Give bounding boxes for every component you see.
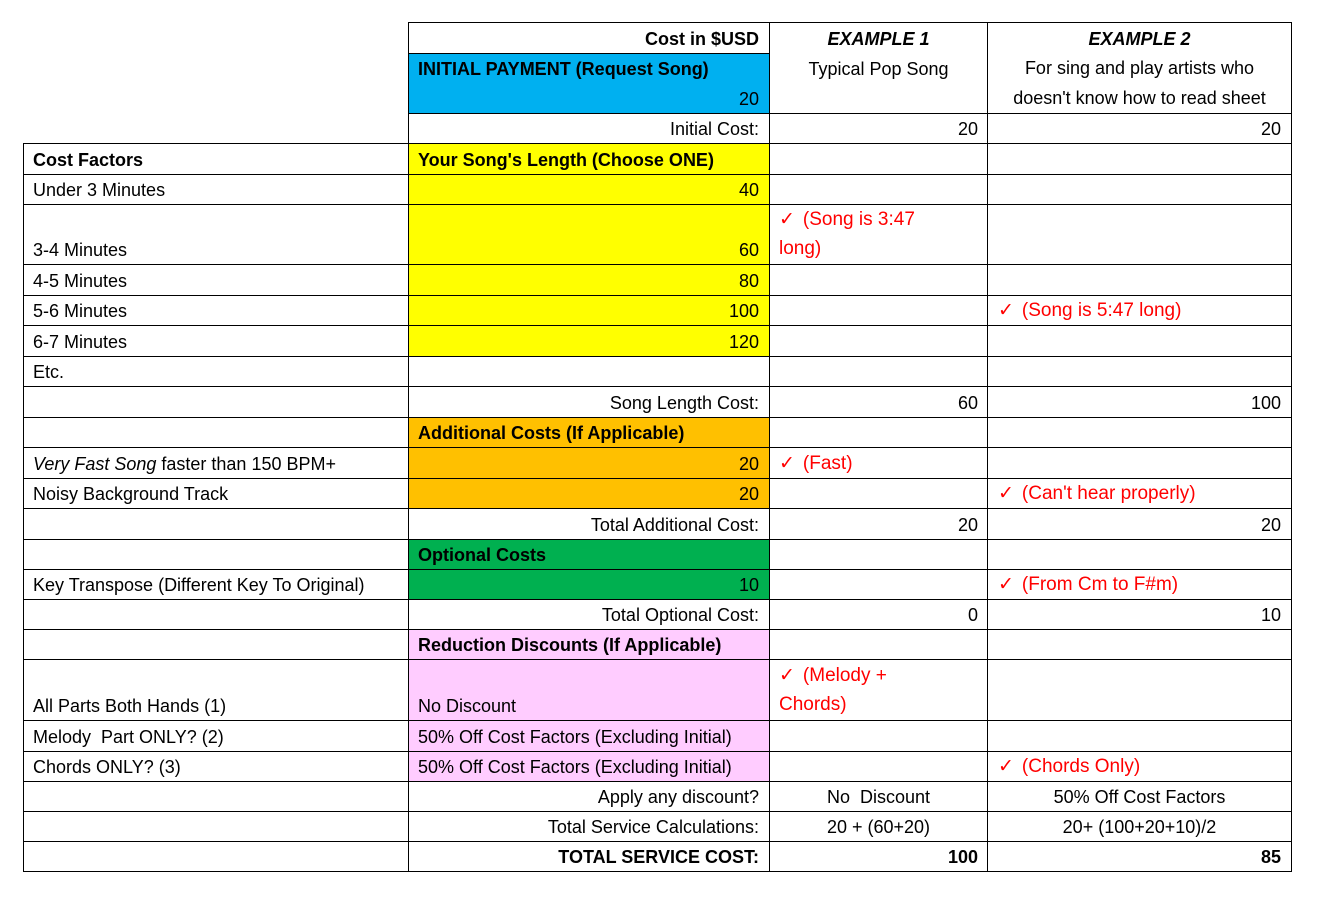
check-note: (From Cm to F#m) (1021, 574, 1179, 595)
length-row-label: 5-6 Minutes (33, 301, 128, 321)
grid-line (23, 599, 1292, 600)
check-note: (Song is 5:47 long) (1021, 300, 1182, 321)
grid-line (408, 53, 770, 54)
grid-line (23, 539, 1292, 540)
grid-line (23, 295, 1292, 296)
length-row-value: 40 (408, 174, 769, 204)
check-note: (Chords Only) (1021, 756, 1141, 777)
discount-row-value: No Discount (408, 659, 769, 720)
discount-row-label: Melody Part ONLY? (2) (33, 727, 224, 747)
checkmark-icon: ✓ (779, 664, 795, 686)
initial-payment-title: INITIAL PAYMENT (Request Song) (408, 53, 769, 83)
length-row-value: 80 (408, 264, 769, 295)
key-transpose-label: Key Transpose (Different Key To Original) (33, 575, 365, 595)
grid-line (23, 811, 1292, 812)
grid-line (769, 22, 770, 872)
header-example1: EXAMPLE 1 (827, 29, 930, 49)
header-cost-label: Cost in $USD (644, 29, 759, 49)
total-additional-ex1: 20 (957, 515, 978, 535)
initial-cost-label: Initial Cost: (669, 119, 759, 139)
total-additional-ex2: 20 (1260, 515, 1281, 535)
grid-line (408, 113, 1292, 114)
checkmark-icon: ✓ (998, 574, 1014, 595)
grid-line (408, 22, 409, 872)
check-note: (Song is 3:47 long) (779, 209, 915, 259)
check-note: (Melody + Chords) (779, 664, 887, 715)
initial-cost-ex1: 20 (957, 119, 978, 139)
apply-discount-label: Apply any discount? (597, 787, 759, 807)
grid-line (23, 143, 1292, 144)
example2-length-check (988, 295, 1291, 325)
length-row-value: 60 (408, 204, 769, 264)
example2-chords-check (988, 751, 1291, 781)
length-row-label: 4-5 Minutes (33, 271, 128, 291)
discount-row-value: 50% Off Cost Factors (Excluding Initial) (408, 720, 769, 751)
very-fast-italic: Very Fast Song (33, 454, 157, 474)
song-length-title: Your Song's Length (Choose ONE) (408, 143, 769, 174)
grid-line (23, 871, 1292, 872)
length-row-label: Etc. (33, 362, 65, 382)
length-row-label: Under 3 Minutes (33, 180, 166, 200)
example1-description: Typical Pop Song (808, 59, 949, 79)
noisy-track-label: Noisy Background Track (33, 484, 229, 504)
song-length-cost-ex1: 60 (957, 393, 978, 413)
total-service-cost-ex2: 85 (1260, 847, 1281, 867)
discount-row-label: Chords ONLY? (3) (33, 757, 181, 777)
grid-line (408, 22, 1292, 23)
grid-line (23, 447, 1292, 448)
grid-line (23, 478, 1292, 479)
length-row-value: 120 (408, 325, 769, 356)
noisy-track-value: 20 (408, 478, 769, 508)
service-calculations-ex1: 20 + (60+20) (826, 817, 931, 837)
check-note: (Can't hear properly) (1021, 483, 1196, 504)
total-service-cost-ex1: 100 (947, 847, 978, 867)
very-fast-value: 20 (408, 447, 769, 478)
example2-description: For sing and play artists who doesn't know how to read sheet (1013, 58, 1266, 108)
grid-line (23, 629, 1292, 630)
initial-cost-ex2: 20 (1260, 119, 1281, 139)
total-service-cost-label: TOTAL SERVICE COST: (558, 847, 759, 867)
example1-length-check (769, 204, 988, 264)
total-optional-ex2: 10 (1260, 605, 1281, 625)
initial-payment-value: 20 (408, 83, 769, 113)
grid-line (23, 841, 1292, 842)
grid-line (23, 386, 1292, 387)
total-additional-label: Total Additional Cost: (590, 515, 759, 535)
grid-line (23, 204, 1292, 205)
grid-line (987, 22, 988, 872)
grid-line (23, 174, 1292, 175)
grid-line (23, 751, 1292, 752)
total-optional-label: Total Optional Cost: (601, 605, 759, 625)
key-transpose-value: 10 (408, 569, 769, 599)
example2-transpose-check (988, 569, 1291, 599)
grid-line (23, 264, 1292, 265)
total-optional-ex1: 0 (967, 605, 978, 625)
checkmark-icon: ✓ (779, 453, 795, 474)
grid-line (23, 325, 1292, 326)
grid-line (23, 720, 1292, 721)
very-fast-song-label (23, 447, 408, 478)
grid-line (23, 508, 1292, 509)
grid-line (23, 569, 1292, 570)
grid-line (23, 659, 1292, 660)
checkmark-icon: ✓ (998, 483, 1014, 504)
service-calculations-ex2: 20+ (100+20+10)/2 (1062, 817, 1217, 837)
length-row-label: 6-7 Minutes (33, 332, 128, 352)
grid-line (23, 781, 1292, 782)
cost-factors-title: Cost Factors (33, 150, 144, 170)
song-length-cost-label: Song Length Cost: (609, 393, 759, 413)
apply-discount-ex2: 50% Off Cost Factors (1053, 787, 1226, 807)
example2-noisy-check (988, 478, 1291, 508)
checkmark-icon: ✓ (779, 209, 795, 230)
header-example2: EXAMPLE 2 (1088, 29, 1191, 49)
grid-line (1291, 22, 1292, 872)
optional-costs-title: Optional Costs (408, 539, 769, 569)
grid-line (23, 356, 1292, 357)
grid-line (23, 143, 24, 872)
discount-row-label: All Parts Both Hands (1) (33, 696, 227, 716)
very-fast-rest: faster than 150 BPM+ (156, 454, 336, 474)
apply-discount-ex1: No Discount (826, 787, 931, 807)
discounts-title: Reduction Discounts (If Applicable) (408, 629, 769, 659)
length-row-label: 3-4 Minutes (33, 240, 128, 260)
song-length-cost-ex2: 100 (1250, 393, 1281, 413)
additional-costs-title: Additional Costs (If Applicable) (408, 417, 769, 447)
discount-row-value: 50% Off Cost Factors (Excluding Initial) (408, 751, 769, 781)
length-row-value: 100 (408, 295, 769, 325)
checkmark-icon: ✓ (998, 756, 1014, 777)
grid-line (23, 417, 1292, 418)
example1-fast-check (769, 447, 988, 478)
example1-discount-check (769, 659, 988, 720)
service-calculations-label: Total Service Calculations: (547, 817, 759, 837)
check-note: (Fast) (802, 453, 853, 474)
checkmark-icon: ✓ (998, 300, 1014, 321)
